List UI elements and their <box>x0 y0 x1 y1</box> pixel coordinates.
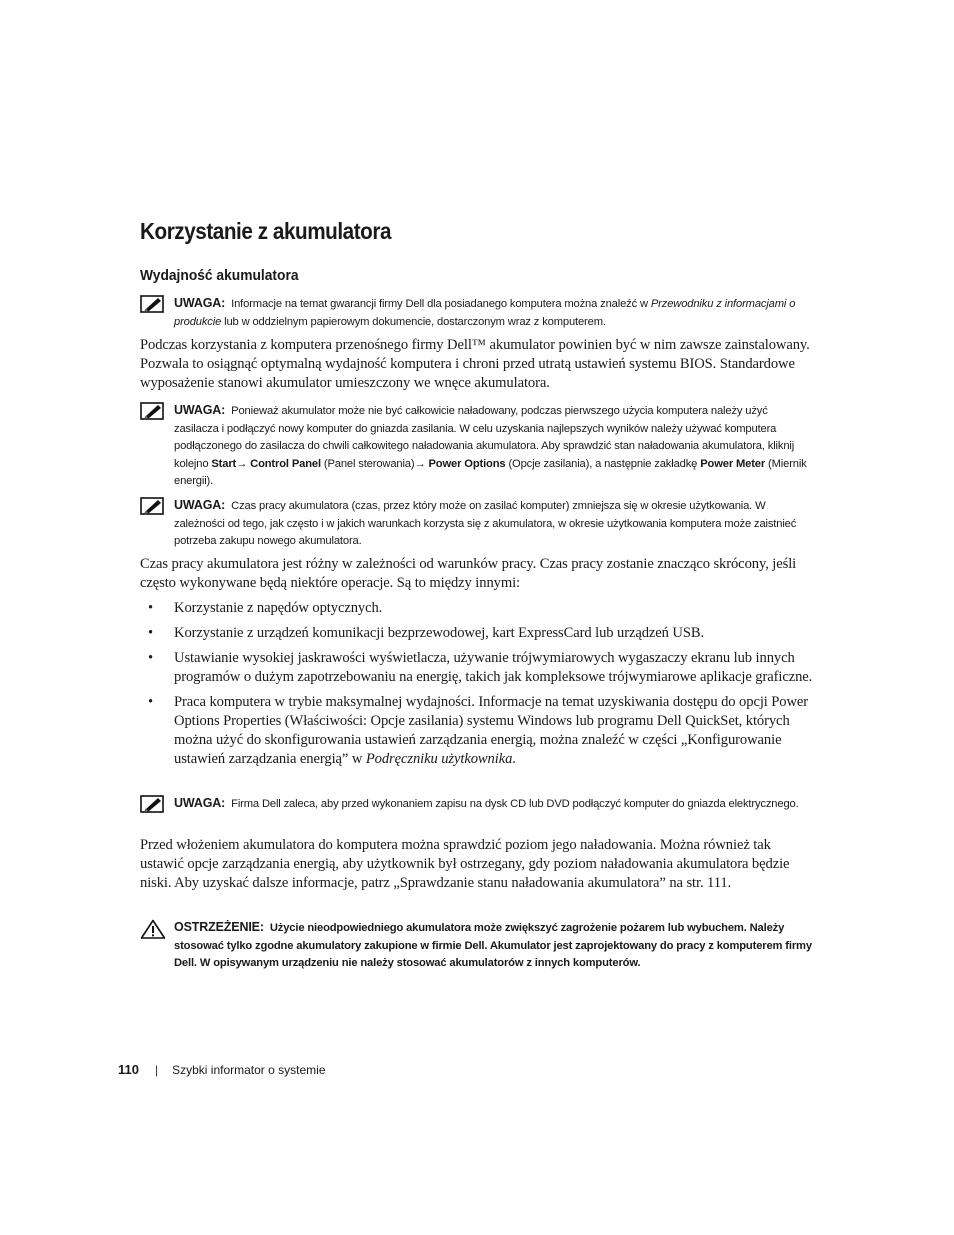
bullet-icon: • <box>148 694 154 710</box>
warning-triangle-icon <box>140 919 166 939</box>
section-title: Wydajność akumulatora <box>140 267 299 284</box>
page-number: 110 <box>118 1062 139 1077</box>
list-item: • Korzystanie z urządzeń komunikacji bezprzewodowej, kart ExpressCard lub urządzeń USB. <box>148 625 705 641</box>
bullet-list <box>140 599 816 775</box>
note-warranty: UWAGA: Informacje na temat gwarancji firmy Dell dla posiadanego komputera można znaleźć w Przewodniku z informacjami o produkcie lub w oddzielnym papierowym dokumencie, dostarczonym wraz z komputerem. <box>140 295 815 331</box>
menu-start: Start <box>211 457 237 470</box>
user-guide-ref: Podręczniku użytkownika <box>365 751 513 767</box>
page-footer <box>118 1062 326 1077</box>
tab-power-meter: Power Meter <box>700 457 766 470</box>
note-first-charge: UWAGA: Ponieważ akumulator może nie być całkowicie naładowany, podczas pierwszego użycia komputera należy użyć zasilacza i podłączyć nowy komputer do gniazda zasilania. W celu uzyskania najlepszych wyników należy używać komputera podłączonego do zasilacza do chwili całkowitego naładowania akumulatora. Aby sprawdzić stan naładowania akumulatora, kliknij kolejno Start→ Control Panel (Panel sterowania)→ Power Options (Opcje zasilania), a następnie zakładkę Power Meter (Miernik energii). <box>140 402 815 491</box>
note-pencil-icon <box>140 295 166 313</box>
note-label: UWAGA: <box>174 498 226 512</box>
product-guide-ref: Przewodniku z informacjami o produkcie <box>174 298 796 328</box>
paragraph-charge-check: Przed włożeniem akumulatora do komputera można sprawdzić poziom jego naładowania. Można również tak ustawić opcje zarządzania energią, aby użytkownik był ostrzegany, gdy poziom naładowania akumulatora będzie niski. Aby uzyskać dalsze informacje, patrz „Sprawdzanie stanu naładowania akumulatora” na str. 111. <box>140 837 790 891</box>
note-pencil-icon <box>140 795 166 813</box>
note-battery-life: UWAGA: Czas pracy akumulatora (czas, przez który może on zasilać komputer) zmniejsza się w okresie użytkowania. W zależności od tego, jak często i w jakich warunkach korzysta się z akumulatora, w okresie użytkowania komputera może zaistnieć potrzeba zakupu nowego akumulatora. <box>140 497 815 551</box>
paragraph-operating-time: Czas pracy akumulatora jest różny w zależności od warunków pracy. Czas pracy zostanie znacząco skrócony, jeśli często wykonywane będą niektóre operacje. Są to między innymi: <box>140 556 797 591</box>
list-item: • Praca komputera w trybie maksymalnej wydajności. Informacje na temat uzyskiwania dostępu do opcji Power Options Properties (Właściwości: Opcje zasilania) systemu Windows lub programu Dell QuickSet, których można użyć do skonfigurowania ustawień zarządzania energią, można znaleźć w części „Konfigurowanie ustawień zarządzania energią” w Podręczniku użytkownika. <box>148 694 809 767</box>
note-label: UWAGA: <box>174 796 226 810</box>
footer-title: Szybki informator o systemie <box>172 1063 326 1077</box>
note-pencil-icon <box>140 497 166 515</box>
bullet-icon: • <box>148 650 154 666</box>
paragraph-battery-intro: Podczas korzystania z komputera przenośnego firmy Dell™ akumulator powinien być w nim zawsze zainstalowany. Pozwala to osiągnąć optymalną wydajność komputera i chroni przed utratą ustawień systemu BIOS. Standardowe wyposażenie stanowi akumulator umieszczony we wnęce akumulatora. <box>140 337 810 391</box>
bullet-icon: • <box>148 625 154 641</box>
list-item: • Korzystanie z napędów optycznych. <box>148 600 383 616</box>
list-item: • Ustawianie wysokiej jaskrawości wyświetlacza, używanie trójwymiarowych wygaszaczy ekranu lub innych programów o dużym zapotrzebowaniu na energię, takich jak kompleksowe trójwymiarowe aplikacje graficzne. <box>148 650 813 685</box>
arrow-icon: → <box>236 457 248 470</box>
note-label: UWAGA: <box>174 296 226 310</box>
page-title: Korzystanie z akumulatora <box>140 218 392 244</box>
note-label: UWAGA: <box>174 403 226 417</box>
warning-battery: OSTRZEŻENIE: Użycie nieodpowiedniego akumulatora może zwiększyć zagrożenie pożarem lub wybuchem. Należy stosować tylko zgodne akumulatory zakupione w firmie Dell. Akumulator jest zaprojektowany do pracy z komputerem firmy Dell. W opisywanym urządzeniu nie należy stosować akumulatorów z innych komputerów. <box>140 919 815 973</box>
bullet-icon: • <box>148 600 154 616</box>
warning-label: OSTRZEŻENIE: <box>174 920 264 934</box>
menu-power-options: Power Options <box>428 457 506 470</box>
footer-separator: | <box>154 1063 159 1077</box>
note-pencil-icon <box>140 402 166 420</box>
note-cd-dvd: UWAGA: Firma Dell zaleca, aby przed wykonaniem zapisu na dysk CD lub DVD podłączyć komputer do gniazda elektrycznego. <box>140 795 815 814</box>
arrow-icon: → <box>414 457 426 470</box>
menu-control-panel: Control Panel <box>250 457 321 470</box>
